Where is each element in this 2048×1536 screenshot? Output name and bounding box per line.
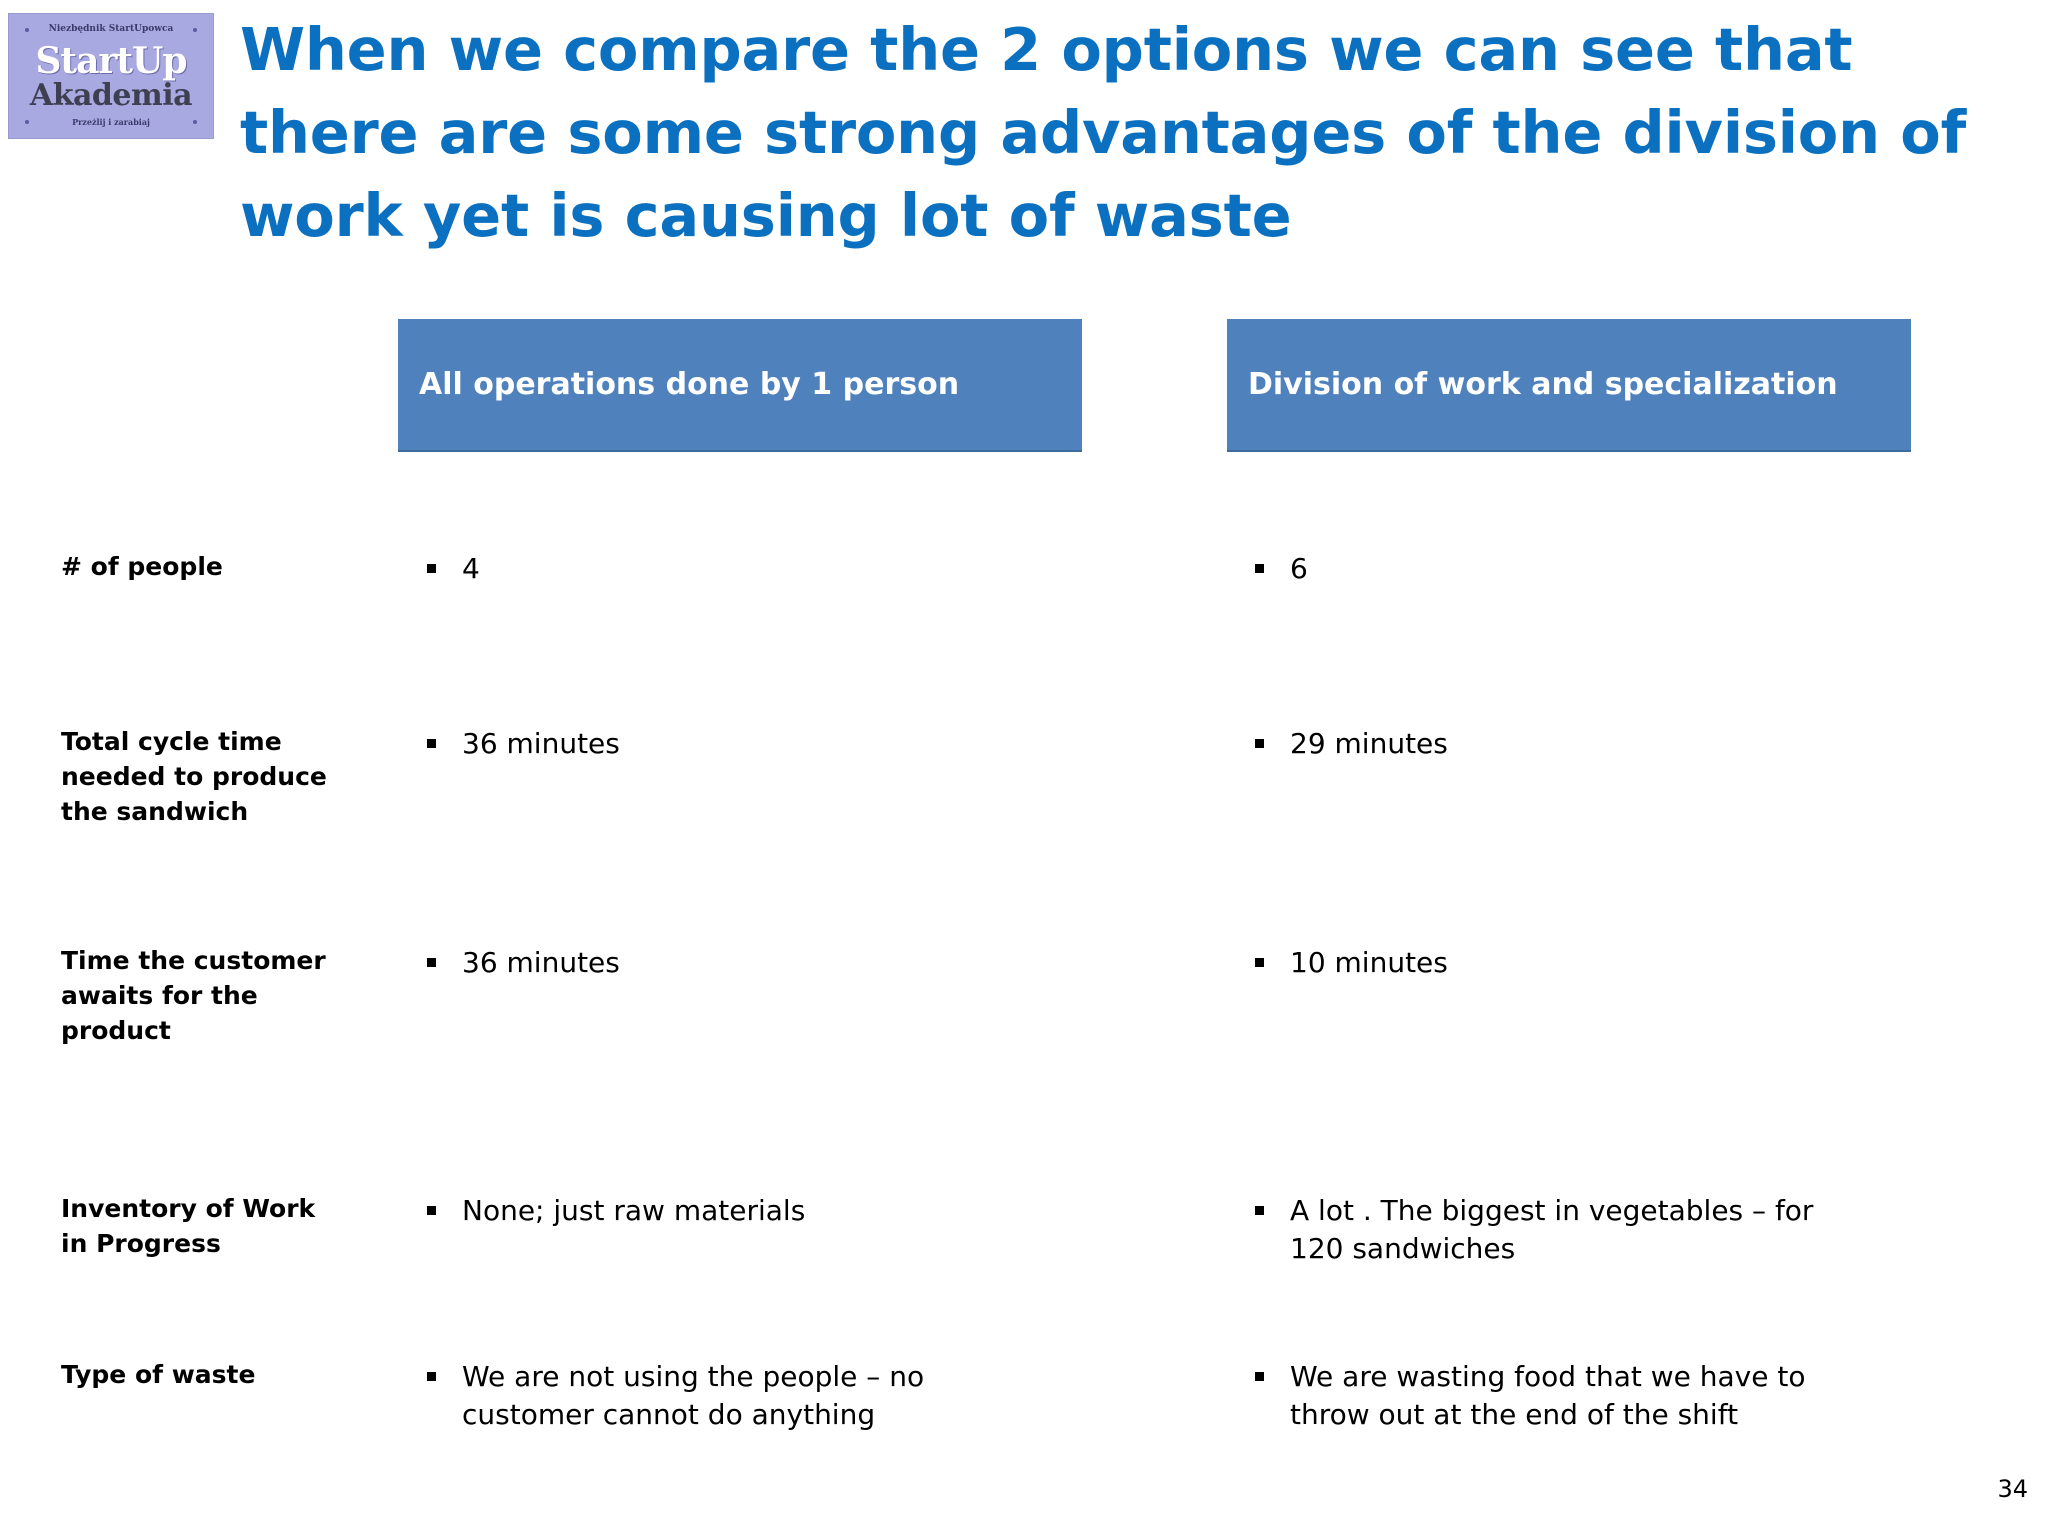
bullet-icon — [1255, 1372, 1264, 1381]
startup-akademia-logo — [8, 13, 214, 139]
bullet-icon — [1255, 958, 1264, 967]
bullet-icon — [427, 1206, 436, 1215]
cell-inventory-division — [1253, 1192, 1873, 1268]
row-label-customer-wait: Time the customer awaits for the product — [61, 946, 326, 1045]
column-header-label: All operations done by 1 person — [419, 367, 960, 402]
row-label-inventory: Inventory of Work in Progress — [61, 1194, 316, 1258]
bullet-icon — [427, 564, 436, 573]
row-label-cycle-time: Total cycle time needed to produce the sandwich — [61, 727, 327, 826]
cell-text: 29 minutes — [1290, 727, 1448, 760]
row-label-people: # of people — [61, 552, 223, 581]
cell-inventory-single — [425, 1192, 985, 1230]
cell-cycle-time-division — [1253, 725, 1873, 763]
logo-akademia-text: Akademia — [29, 78, 193, 113]
cell-text: 36 minutes — [462, 727, 620, 760]
bullet-icon — [427, 958, 436, 967]
cell-people-single — [425, 550, 985, 588]
cell-waste-single — [425, 1358, 985, 1434]
cell-text: A lot . The biggest in vegetables – for 120 sandwiches — [1290, 1194, 1814, 1265]
cell-people-division — [1253, 550, 1873, 588]
bullet-icon — [427, 739, 436, 748]
cell-text: 4 — [462, 552, 480, 585]
row-label-waste-type: Type of waste — [61, 1360, 256, 1389]
column-header-single-person — [398, 319, 1082, 450]
cell-text: We are not using the people – no customer cannot do anything — [462, 1360, 925, 1431]
cell-waste-division — [1253, 1358, 1873, 1434]
cell-text: 6 — [1290, 552, 1308, 585]
column-header-division-of-work — [1227, 319, 1911, 450]
page-number: 34 — [1997, 1475, 2028, 1503]
logo-bottom-text: Przeżlij i zarabiaj — [72, 117, 150, 127]
column-header-label: Division of work and specialization — [1248, 367, 1838, 402]
cell-customer-wait-single — [425, 944, 985, 982]
cell-text: None; just raw materials — [462, 1194, 806, 1227]
cell-cycle-time-single — [425, 725, 985, 763]
bullet-icon — [1255, 564, 1264, 573]
bullet-icon — [1255, 1206, 1264, 1215]
slide-title: When we compare the 2 options we can see that there are some strong advantages of the division of work yet is causing lot of waste — [240, 15, 1967, 250]
cell-customer-wait-division — [1253, 944, 1873, 982]
cell-text: 36 minutes — [462, 946, 620, 979]
bullet-icon — [1255, 739, 1264, 748]
cell-text: 10 minutes — [1290, 946, 1448, 979]
cell-text: We are wasting food that we have to throw out at the end of the shift — [1290, 1360, 1806, 1431]
logo-startup-text: StartUp — [35, 40, 187, 82]
logo-top-text: Niezbędnik StartUpowca — [48, 24, 174, 34]
bullet-icon — [427, 1372, 436, 1381]
